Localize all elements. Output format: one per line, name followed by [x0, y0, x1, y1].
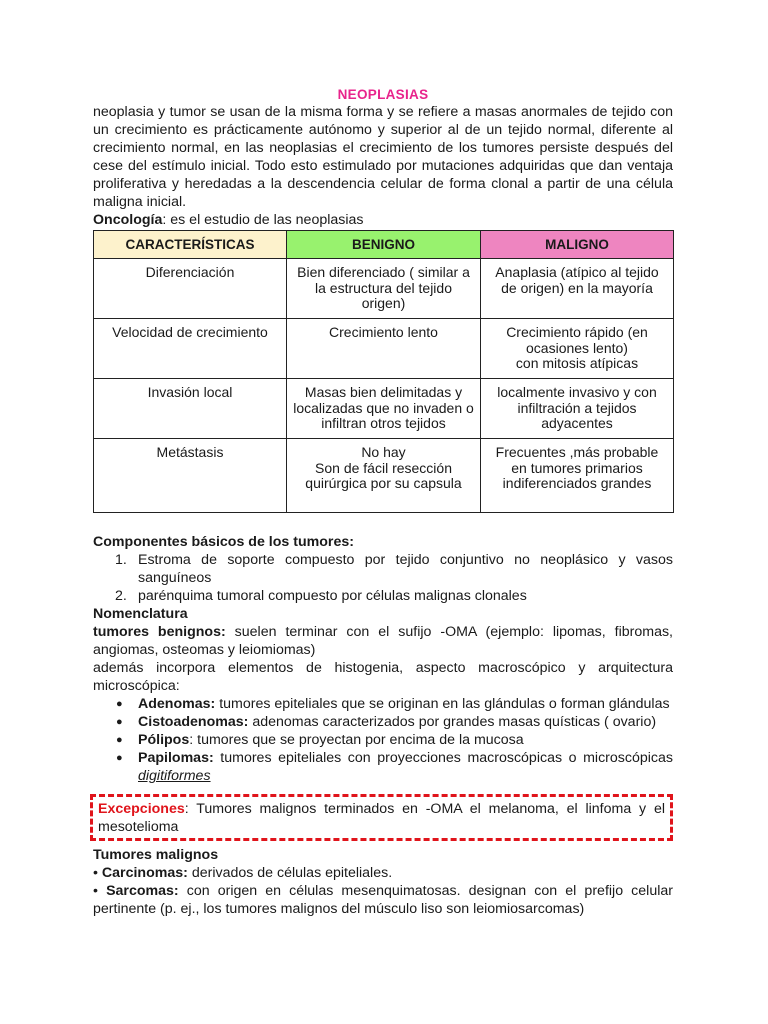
excepciones-box	[90, 794, 673, 841]
bullet-term: Adenomas:	[138, 696, 216, 712]
bullet-term: Papilomas:	[138, 750, 214, 766]
bullet-icon: ●	[116, 698, 123, 710]
table-row	[94, 379, 674, 439]
excepciones-text: : Tumores malignos terminados en -OMA el melanoma, el linfoma y el mesotelioma	[98, 801, 665, 835]
header-benigno: BENIGNO	[287, 231, 481, 259]
header-maligno: MALIGNO	[481, 231, 674, 259]
bullet-icon: ●	[116, 752, 123, 764]
bullet-icon: •	[93, 865, 98, 881]
list-item	[93, 587, 673, 605]
table-cell: Anaplasia (atípico al tejido de origen) en la mayoría	[481, 259, 674, 319]
nomenclatura-bullets	[93, 695, 673, 785]
sarcomas-line	[93, 882, 673, 918]
list-item	[93, 731, 673, 749]
componentes-list	[93, 551, 673, 605]
table-cell: Crecimiento rápido (en ocasiones lento) con mitosis atípicas	[481, 319, 674, 379]
table-header-row	[94, 231, 674, 259]
bullet-text: adenomas caracterizados por grandes masas quísticas ( ovario)	[248, 714, 657, 730]
list-text: parénquima tumoral compuesto por células malignas clonales	[138, 588, 527, 604]
bullet-text: tumores epiteliales con proyecciones macroscópicas o microscópicas	[213, 750, 673, 766]
list-number: 2.	[115, 588, 127, 604]
carcinomas-text: derivados de células epiteliales.	[187, 865, 393, 881]
malignos-heading: Tumores malignos	[93, 847, 219, 863]
table-cell: No hay Son de fácil resección quirúrgica por su capsula	[287, 439, 481, 513]
intro-paragraph: neoplasia y tumor se usan de la misma forma y se refiere a masas anormales de tejido con un crecimiento es prácticamente autónomo y superior al de un tejido normal, diferente al crecimiento normal, en las neoplasias el crecimiento de los tumores persiste después del cese del estímulo inicial. Todo esto estimulado por mutaciones adquiridas que dan ventaja proliferativa y heredadas a la descendencia celular de forma clonal a partir de una célula maligna inicial.	[93, 104, 673, 210]
comparison-table	[93, 230, 674, 513]
carcinomas-line	[93, 864, 673, 882]
header-caracteristicas: CARACTERÍSTICAS	[94, 231, 287, 259]
table-row	[94, 319, 674, 379]
page-title: NEOPLASIAS	[337, 87, 429, 102]
list-item	[93, 695, 673, 713]
digitiformes-text: digitiformes	[138, 768, 211, 784]
table-cell: Diferenciación	[94, 259, 287, 319]
table-cell: Bien diferenciado ( similar a la estructura del tejido origen)	[287, 259, 481, 319]
oncologia-line	[93, 211, 673, 229]
list-item	[93, 749, 673, 785]
list-text: Estroma de soporte compuesto por tejido conjuntivo no neoplásico y vasos sanguíneos	[138, 552, 673, 586]
table-row	[94, 259, 674, 319]
benignos-text: suelen terminar con el sufijo -OMA (ejemplo: lipomas, fibromas, angiomas, osteomas y leiomiomas)	[93, 624, 673, 658]
oncologia-definition: : es el estudio de las neoplasias	[162, 212, 364, 228]
bullet-icon: ●	[116, 716, 123, 728]
table-cell: localmente invasivo y con infiltración a tejidos adyacentes	[481, 379, 674, 439]
bullet-text: tumores epiteliales que se originan en las glándulas o forman glándulas	[215, 696, 670, 712]
componentes-heading: Componentes básicos de los tumores:	[93, 534, 354, 550]
benignos-paragraph	[93, 623, 673, 659]
oncologia-term: Oncología	[93, 212, 163, 228]
sarcomas-text: con origen en células mesenquimatosas. designan con el prefijo celular pertinente (p. ej., los tumores malignos del músculo liso son leiomiosarcomas)	[93, 883, 673, 917]
table-cell: Velocidad de crecimiento	[94, 319, 287, 379]
table-cell: Crecimiento lento	[287, 319, 481, 379]
table-cell: Metástasis	[94, 439, 287, 513]
excepciones-label: Excepciones	[98, 801, 185, 817]
ademas-paragraph: además incorpora elementos de histogenia, aspecto macroscópico y arquitectura microscópica:	[93, 660, 673, 694]
benignos-term: tumores benignos:	[93, 624, 226, 640]
table-cell: Invasión local	[94, 379, 287, 439]
table-row	[94, 439, 674, 513]
bullet-term: Pólipos	[138, 732, 190, 748]
bullet-icon: ●	[116, 734, 123, 746]
bullet-term: Cistoadenomas:	[138, 714, 249, 730]
list-item	[93, 713, 673, 731]
bullet-icon: •	[93, 883, 98, 899]
list-number: 1.	[115, 552, 127, 568]
carcinomas-term: Carcinomas:	[101, 865, 188, 881]
document-content	[93, 86, 673, 918]
nomenclatura-heading: Nomenclatura	[93, 606, 188, 622]
table-cell: Masas bien delimitadas y localizadas que no invaden o infiltran otros tejidos	[287, 379, 481, 439]
bullet-text: : tumores que se proyectan por encima de la mucosa	[189, 732, 524, 748]
list-item	[93, 551, 673, 587]
sarcomas-term: Sarcomas:	[106, 883, 179, 899]
table-cell: Frecuentes ,más probable en tumores primarios indiferenciados grandes	[481, 439, 674, 513]
